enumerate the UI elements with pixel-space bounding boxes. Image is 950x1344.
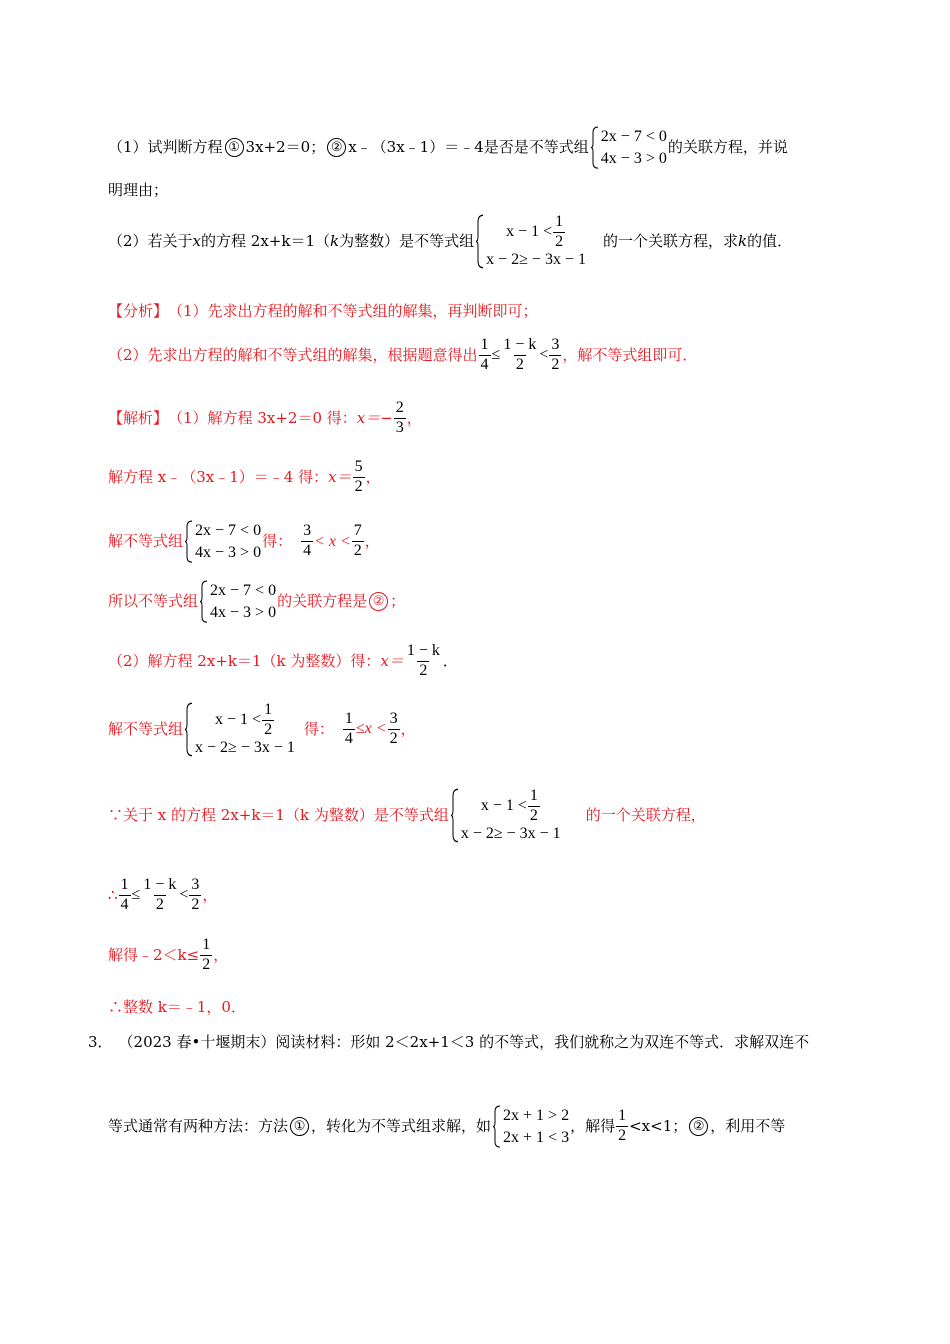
- q3-row2: 2x + 1 < 3: [503, 1128, 570, 1146]
- question-part1-line: [108, 126, 788, 169]
- an-lt: <: [539, 346, 549, 364]
- s7-tail: 的一个关联方程，: [585, 805, 706, 824]
- s5-num: 1 − k: [406, 642, 440, 659]
- s3-num2: 7: [353, 522, 362, 540]
- q2-row2: x − 2≥ − 3x − 1: [486, 250, 586, 268]
- q3-den: 2: [618, 1127, 627, 1145]
- an-le: ≤: [491, 346, 501, 364]
- s2-den: 2: [354, 477, 363, 495]
- s8-den2: 2: [155, 895, 164, 913]
- s9-text: 解得﹣2＜k≤: [108, 945, 200, 964]
- an-f3-num: 3: [551, 336, 560, 353]
- s1-end: ，: [406, 408, 422, 427]
- left-brace-icon: [492, 1105, 501, 1148]
- left-brace-icon: [184, 702, 193, 757]
- left-brace-icon: [199, 580, 208, 623]
- s3-mid: < x <: [314, 532, 351, 550]
- s8-num1: 1: [120, 876, 129, 893]
- s4-text: 所以不等式组: [108, 592, 199, 611]
- s7-row1a: x − 1 <: [480, 797, 527, 815]
- s5-x: x＝: [380, 651, 404, 670]
- q2-row1a: x − 1 <: [506, 223, 553, 241]
- left-brace-icon: [590, 126, 599, 169]
- s3-den1: 4: [303, 542, 312, 560]
- q1-eq1: 3x+2＝0；: [245, 138, 326, 157]
- s2-text: 解方程 x﹣（3x﹣1）＝﹣4 得：: [108, 467, 329, 486]
- an-f2-den: 2: [515, 355, 524, 373]
- s3-de: 得：: [262, 532, 293, 551]
- s5-text: （2）解方程 2x+k＝1（k 为整数）得：: [108, 651, 381, 670]
- q3-text2b: ，转化为不等式组求解，如: [311, 1117, 492, 1136]
- q2-intro: （2）若关于: [108, 231, 193, 250]
- s6-end: ，: [400, 719, 416, 738]
- s8-den3: 2: [191, 895, 200, 913]
- s6-inequality-system: [184, 702, 295, 757]
- q1-sys-row2: 4x − 3 > 0: [600, 149, 667, 167]
- analysis-text2a: （2）先求出方程的解和不等式组的解集，根据题意得出: [108, 345, 478, 364]
- q3-num: 1: [618, 1107, 627, 1125]
- s3-text: 解不等式组: [108, 532, 184, 551]
- s3-den2: 2: [353, 542, 362, 560]
- q1-line2: 明理由；: [108, 181, 169, 199]
- q2-var: x: [192, 231, 202, 250]
- question-part1-line2: [108, 183, 168, 198]
- s1-text: （1）解方程 3x+2＝0 得：: [168, 408, 357, 427]
- q3-line1: [88, 1035, 809, 1050]
- an-f3-den: 2: [551, 355, 560, 373]
- q1-intro: （1）试判断方程: [108, 138, 223, 157]
- q2-tail-k: k: [737, 231, 748, 250]
- s6-num2: 3: [389, 710, 398, 728]
- s6-row2: x − 2≥ − 3x − 1: [195, 738, 295, 756]
- s7-text: ∵关于 x 的方程 2x+k＝1（k 为整数）是不等式组: [108, 805, 449, 824]
- q2-k: k: [330, 231, 340, 250]
- q3-row1: 2x + 1 > 2: [503, 1107, 570, 1124]
- q2-mid1: 的方程 2x+k＝1（: [201, 231, 330, 250]
- q1-mid: 是否是不等式组: [483, 138, 589, 157]
- an-f1-num: 1: [480, 336, 489, 353]
- s6-num1: 1: [344, 710, 353, 728]
- s8-lt: <: [179, 886, 189, 904]
- an-f2-num: 1 − k: [503, 336, 537, 353]
- left-brace-icon: [184, 520, 193, 563]
- s10-text: ∴整数 k＝﹣1，0．: [108, 998, 246, 1016]
- s8-therefore: ∴: [108, 885, 118, 904]
- circled-two: ②: [369, 592, 388, 611]
- s4-end: ；: [390, 592, 406, 611]
- left-brace-icon: [450, 788, 459, 843]
- analysis-line1: [108, 304, 538, 319]
- q3-text1: （2023 春•十堰期末）阅读材料：形如 2＜2x+1＜3 的不等式，我们就称之为双连不等式．求解双连不: [118, 1033, 810, 1051]
- q3-text2c: ，解得: [570, 1117, 616, 1136]
- s3-row2: 4x − 3 > 0: [195, 543, 262, 561]
- s3-row1: 2x − 7 < 0: [195, 522, 262, 539]
- q3-text2d: <x<1；: [629, 1117, 688, 1136]
- solution-line10: [108, 1000, 246, 1015]
- solution-tag: 【解析】: [108, 408, 169, 427]
- s7-row1-num: 1: [529, 787, 538, 804]
- q1-inequality-system: [590, 126, 667, 169]
- s8-num2: 1 − k: [143, 876, 177, 893]
- s9-num: 1: [202, 936, 211, 953]
- circled-one: ①: [225, 138, 244, 157]
- s4-row2: 4x − 3 > 0: [210, 603, 277, 621]
- s6-text: 解不等式组: [108, 719, 184, 738]
- an-f1-den: 4: [480, 355, 489, 373]
- s6-den1: 4: [344, 729, 353, 747]
- circled-two: ②: [327, 138, 346, 157]
- analysis-line2: [108, 337, 697, 374]
- s6-row1-num: 1: [264, 701, 273, 718]
- s6-mid: ≤x <: [355, 720, 387, 738]
- s2-end: ，: [365, 467, 381, 486]
- analysis-text2b: ，解不等式组即可．: [562, 345, 698, 364]
- s1-x: x＝−: [356, 408, 393, 427]
- circled-one: ①: [290, 1117, 309, 1136]
- analysis-text1: （1）先求出方程的解和不等式组的解集，再判断即可；: [168, 302, 538, 320]
- s2-x: x＝: [328, 467, 352, 486]
- s8-le: ≤: [131, 886, 141, 904]
- left-brace-icon: [475, 214, 484, 269]
- s8-den1: 4: [120, 895, 129, 913]
- s6-row1-den: 2: [264, 720, 273, 738]
- s4-row1: 2x − 7 < 0: [210, 582, 277, 599]
- s7-row1-den: 2: [529, 806, 538, 824]
- s3-num1: 3: [303, 522, 312, 540]
- solution-line6: [108, 702, 416, 757]
- s8-end: ，: [202, 885, 218, 904]
- s5-end: ．: [442, 651, 458, 670]
- q2-mid2: 为整数）是不等式组: [339, 231, 475, 250]
- s3-end: ，: [364, 532, 380, 551]
- q1-sys-row1: 2x − 7 < 0: [600, 128, 667, 145]
- s2-num: 5: [354, 458, 363, 475]
- solution-line2: [108, 459, 381, 496]
- solution-line8: [108, 877, 217, 914]
- solution-line1: [108, 400, 422, 437]
- q3-text2e: ，利用不等: [710, 1117, 786, 1136]
- s6-den2: 2: [389, 729, 398, 747]
- q1-tail: 的关联方程，并说: [667, 138, 788, 157]
- solution-line3: [108, 520, 380, 563]
- q2-inequality-system: [475, 214, 586, 269]
- solution-line9: [108, 937, 228, 974]
- q3-line2: [108, 1105, 785, 1148]
- q2-row1-den: 2: [555, 232, 564, 250]
- q3-number: 3．: [88, 1033, 113, 1051]
- q1-eq2: x﹣（3x﹣1）＝﹣4: [348, 138, 484, 157]
- q3-inequality-system: [492, 1105, 569, 1148]
- question-part2-line: [108, 214, 792, 269]
- q2-row1-num: 1: [555, 213, 564, 230]
- s6-de: 得：: [303, 719, 334, 738]
- s9-end: ，: [213, 945, 229, 964]
- q2-tail-end: 的值．: [747, 231, 793, 250]
- s4-mid: 的关联方程是: [277, 592, 368, 611]
- circled-two: ②: [689, 1117, 708, 1136]
- s5-den: 2: [419, 661, 428, 679]
- s6-row1a: x − 1 <: [215, 711, 262, 729]
- analysis-tag: 【分析】: [108, 302, 169, 320]
- s4-inequality-system: [199, 580, 276, 623]
- s9-den: 2: [202, 955, 211, 973]
- solution-line5: [108, 643, 458, 680]
- solution-line4: [108, 580, 405, 623]
- s7-inequality-system: [450, 788, 561, 843]
- solution-line7: [108, 788, 706, 843]
- q3-text2a: 等式通常有两种方法：方法: [108, 1117, 289, 1136]
- s1-den: 3: [395, 418, 404, 436]
- s3-inequality-system: [184, 520, 261, 563]
- s8-num3: 3: [191, 876, 200, 893]
- s1-num: 2: [395, 399, 404, 416]
- s7-row2: x − 2≥ − 3x − 1: [460, 824, 561, 842]
- q2-tail: 的一个关联方程，求: [602, 231, 738, 250]
